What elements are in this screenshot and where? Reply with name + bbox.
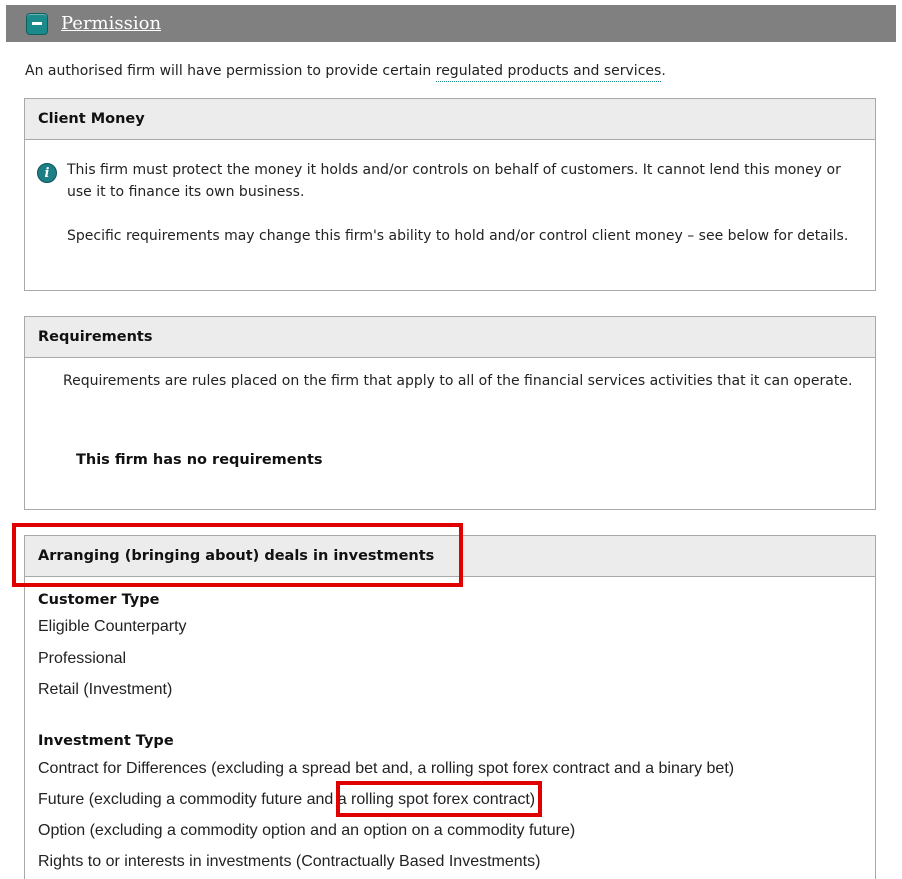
regulated-products-link[interactable]: regulated products and services [436,63,662,82]
permission-title-link[interactable]: Permission [61,13,162,34]
client-money-paragraph-2: Specific requirements may change this firm's ability to hold and/or control client money – see below for details. [67,228,849,244]
investment-type-item: Rights to or interests in investments (Contractually Based Investments) [38,853,541,870]
requirements-title: Requirements [25,317,875,358]
arranging-deals-panel [24,535,876,879]
investment-type-item-future: Future (excluding a commodity future and a rolling spot forex contract) [38,791,536,808]
customer-type-item: Eligible Counterparty [38,618,187,635]
intro-text: An authorised firm will have permission to provide certain regulated products and services. [25,63,666,79]
arranging-deals-title: Arranging (bringing about) deals in investments [25,536,875,577]
requirements-description: Requirements are rules placed on the firm that apply to all of the financial services activities that it can operate. [63,373,853,389]
investment-type-item: Contract for Differences (excluding a spread bet and, a rolling spot forex contract and a binary bet) [38,760,735,777]
client-money-title: Client Money [25,99,875,140]
no-requirements-text: This firm has no requirements [76,452,323,468]
investment-type-item: Option (excluding a commodity option and an option on a commodity future) [38,822,576,839]
rolling-spot-forex-text: a rolling spot forex contract [337,791,530,808]
client-money-panel [24,98,876,291]
customer-type-item: Retail (Investment) [38,681,173,698]
minus-icon[interactable] [26,13,48,35]
client-money-paragraph-1: This firm must protect the money it holds and/or controls on behalf of customers. It cannot lend this money or use it to finance its own business. [67,162,841,200]
customer-type-label: Customer Type [38,592,160,608]
info-icon: i [37,163,57,183]
investment-type-label: Investment Type [38,733,174,749]
customer-type-item: Professional [38,650,127,667]
permission-section-header[interactable] [6,5,896,42]
requirements-panel [24,316,876,510]
